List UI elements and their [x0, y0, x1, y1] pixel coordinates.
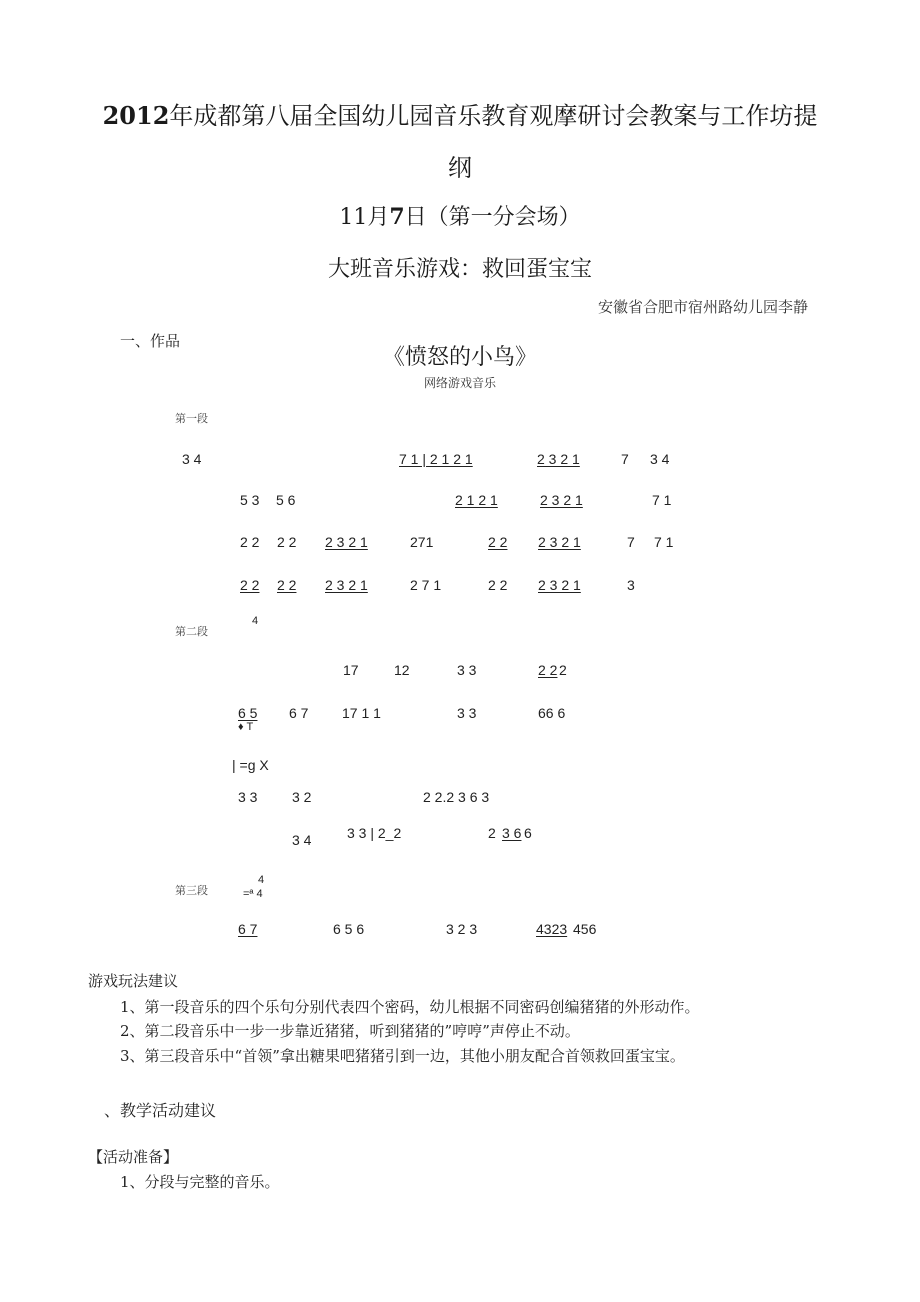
note-group: 2 3 2 1: [538, 577, 581, 593]
game-item-2: 2、第二段音乐中一步一步靠近猪猪，听到猪猪的”哼哼”声停止不动。: [120, 1022, 580, 1040]
game-heading: 游戏玩法建议: [88, 972, 179, 990]
note-group: 271: [410, 534, 434, 550]
note-group: 2 7 1: [410, 577, 442, 593]
note-group: 2 2: [488, 577, 508, 593]
time-signature-bottom: =ª 4: [243, 888, 263, 900]
note-group: 3 4: [292, 832, 312, 848]
note-group: 3 2: [292, 789, 312, 805]
note-group: 3 3: [238, 789, 258, 805]
date-line: [0, 200, 920, 231]
date-month: 11: [339, 205, 368, 230]
date-day: 7: [389, 204, 405, 230]
title-text: 年成都第八届全国幼儿园音乐教育观摩研讨会教案与工作坊提: [169, 102, 818, 130]
note-group: 17 1 1: [342, 705, 381, 721]
note-group: 12: [394, 662, 410, 678]
note-group: 2 3 2 1: [537, 451, 580, 467]
activity-title: 大班音乐游戏：救回蛋宝宝: [327, 257, 592, 282]
note-group: 2 3 2 1: [325, 534, 368, 550]
note-group: 5 6: [276, 492, 296, 508]
doc-title-line2: 纲: [448, 154, 472, 182]
note-group: 6 7: [238, 921, 258, 937]
note-group: 4323: [536, 921, 568, 937]
note-group: 2: [488, 825, 496, 841]
note-group: 2 3 2 1: [538, 534, 581, 550]
note-group: 2 3 2 1: [325, 577, 368, 593]
note-group: 7: [627, 534, 635, 550]
note-group: 3 6: [502, 825, 522, 841]
note-group: 66 6: [538, 705, 566, 721]
note-group: 3 3: [457, 662, 477, 678]
teaching-heading: 、教学活动建议: [104, 1101, 217, 1120]
note-group: 2 2: [240, 534, 260, 550]
section-label-2: 第二段: [175, 625, 208, 638]
note-group: 2 1 2 1: [455, 492, 498, 508]
note-group: 2 2: [277, 534, 297, 550]
note-group: 6 5 6: [333, 921, 365, 937]
note-group: 7 1: [652, 492, 672, 508]
note-group: | =g X: [232, 757, 269, 773]
note-group: 3 3: [457, 705, 477, 721]
section-label-3: 第三段: [175, 884, 208, 897]
note-group: 2: [559, 662, 567, 678]
song-subtitle: 网络游戏音乐: [423, 376, 496, 390]
note-group: 2 2: [240, 577, 260, 593]
author-line: 安徽省合肥市宿州路幼儿园李静: [598, 298, 809, 316]
time-signature-top: 4: [258, 874, 265, 886]
note-group: 2 3 2 1: [540, 492, 583, 508]
game-item-1: 1、第一段音乐的四个乐句分别代表四个密码，幼儿根据不同密码创编猪猪的外形动作。: [120, 998, 700, 1016]
note-group: 5 3: [240, 492, 260, 508]
prep-item-1: 1、分段与完整的音乐。: [120, 1173, 280, 1191]
note-group: 6 7: [289, 705, 309, 721]
note-group: 2 2: [277, 577, 297, 593]
note-group: 3 3 | 2_2: [347, 825, 402, 841]
note-group: 3 4: [182, 451, 202, 467]
section-label-1: 第一段: [175, 412, 208, 425]
note-group: 17: [343, 662, 359, 678]
title-year: 2012: [102, 101, 170, 130]
time-signature-mark: 4: [252, 615, 259, 627]
note-group: 2 2.2 3 6 3: [423, 789, 490, 805]
date-rest: 日（第一分会场）: [404, 205, 581, 230]
note-group: 7 1 | 2 1 2 1: [399, 451, 473, 467]
note-group: 456: [573, 921, 597, 937]
section-heading-work: 一、作品: [120, 332, 181, 350]
note-mark: ♦ T: [238, 721, 254, 733]
date-month-label: 月: [367, 205, 390, 230]
note-group: 3 2 3: [446, 921, 478, 937]
song-title: 《愤怒的小鸟》: [382, 345, 537, 370]
note-group: 6: [524, 825, 532, 841]
prep-heading: 【活动准备】: [88, 1148, 179, 1166]
note-group: 2 2: [488, 534, 508, 550]
doc-title-line1: [0, 96, 920, 131]
note-group: 7: [621, 451, 629, 467]
note-group: 2 2: [538, 662, 558, 678]
note-group: 7 1: [654, 534, 674, 550]
note-group: 3 4: [650, 451, 670, 467]
note-group: 6 5: [238, 705, 258, 721]
game-item-3: 3、第三段音乐中“首领”拿出糖果吧猪猪引到一边，其他小朋友配合首领救回蛋宝宝。: [120, 1047, 685, 1065]
note-group: 3: [627, 577, 635, 593]
